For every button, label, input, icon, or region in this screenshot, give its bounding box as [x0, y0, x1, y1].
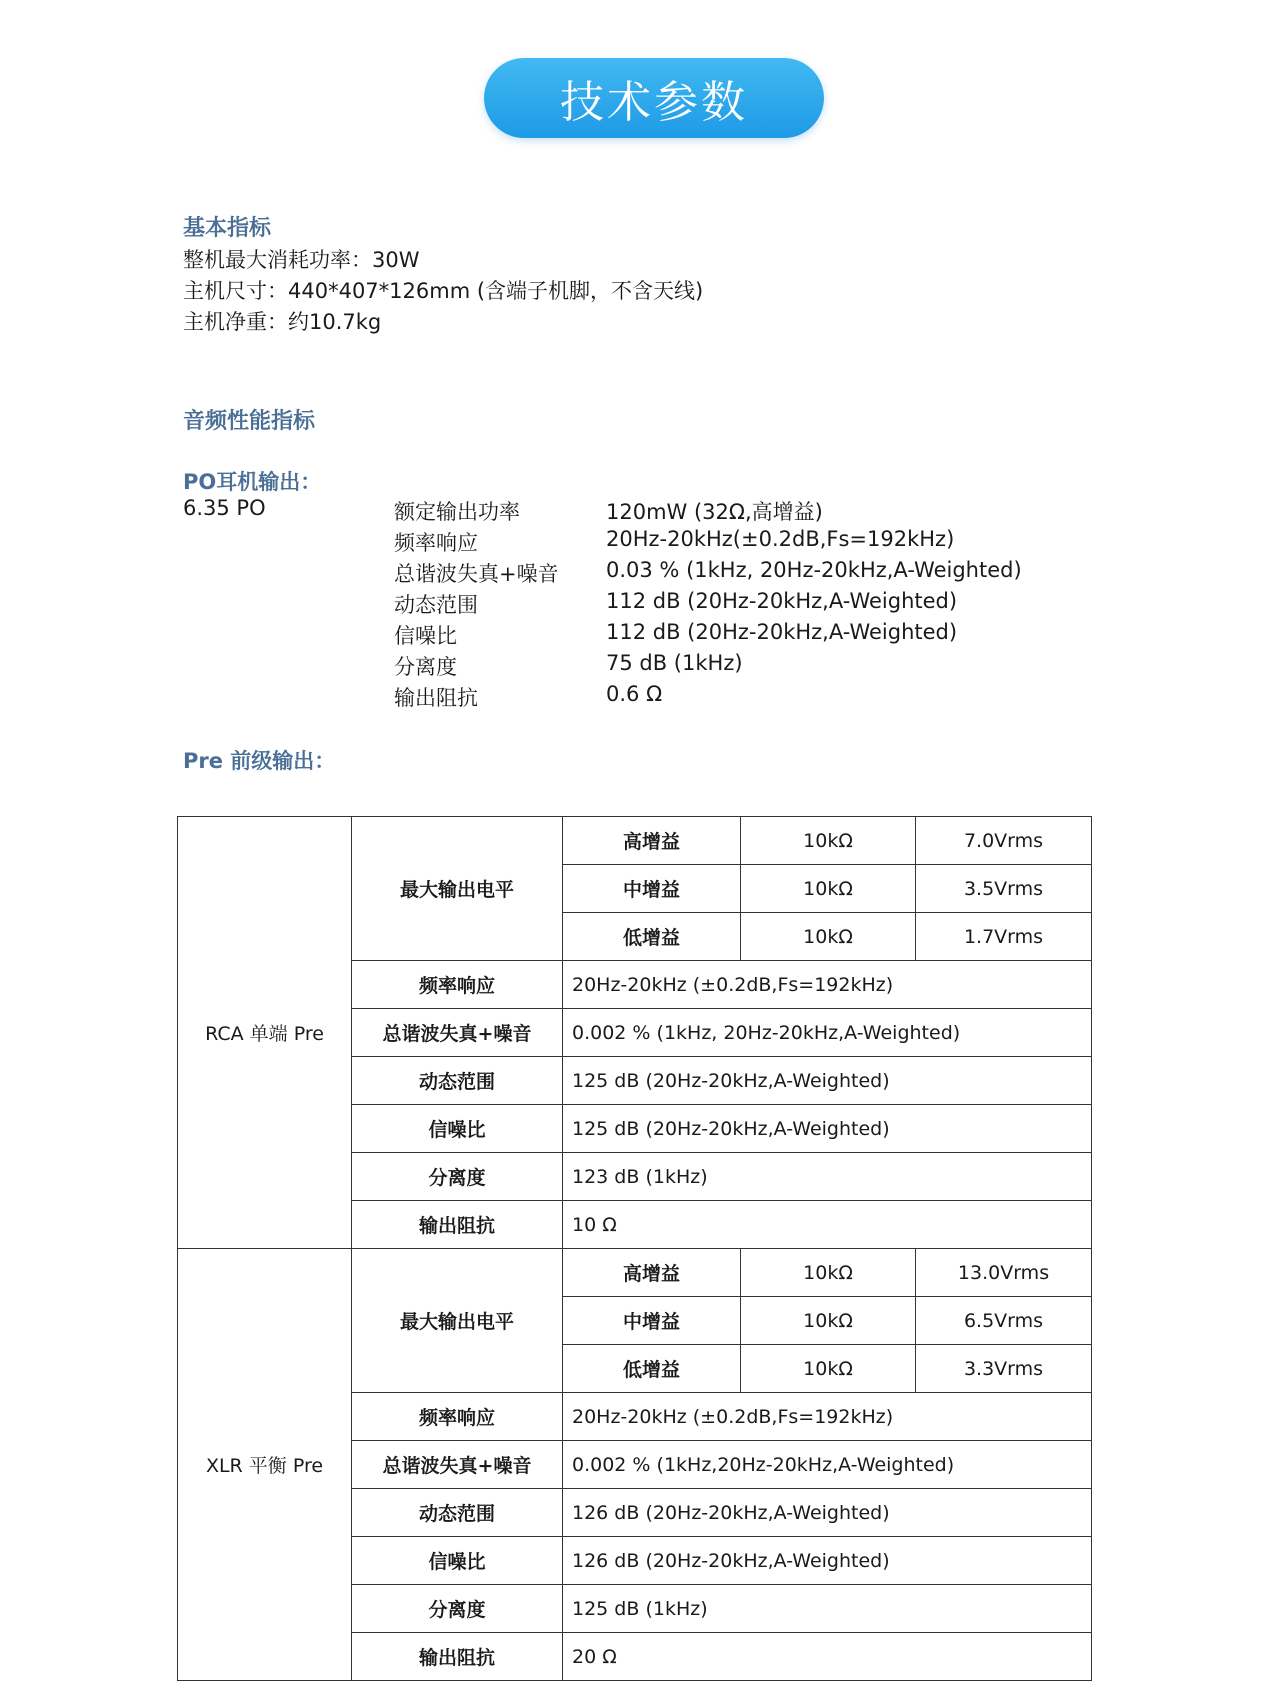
gain-label: 高增益 [563, 1249, 741, 1297]
level-value: 3.3Vrms [916, 1345, 1092, 1393]
spec-name: 输出阻抗 [352, 1633, 563, 1681]
load-value: 10kΩ [741, 865, 916, 913]
title-banner [484, 58, 824, 138]
level-value: 6.5Vrms [916, 1297, 1092, 1345]
level-value: 7.0Vrms [916, 817, 1092, 865]
spec-name: 频率响应 [352, 961, 563, 1009]
spec-value: 123 dB (1kHz) [563, 1153, 1092, 1201]
spec-name: 总谐波失真+噪音 [352, 1441, 563, 1489]
po-spec-value: 0.03 % (1kHz, 20Hz-20kHz,A-Weighted) [606, 558, 1022, 582]
basic-line-weight: 主机净重：约10.7kg [183, 310, 382, 334]
po-section-title: PO耳机输出： [183, 470, 322, 494]
gain-label: 低增益 [563, 913, 741, 961]
load-value: 10kΩ [741, 913, 916, 961]
spec-name: 动态范围 [352, 1057, 563, 1105]
spec-name: 信噪比 [352, 1105, 563, 1153]
spec-value: 10 Ω [563, 1201, 1092, 1249]
gain-label: 中增益 [563, 1297, 741, 1345]
spec-value: 0.002 % (1kHz,20Hz-20kHz,A-Weighted) [563, 1441, 1092, 1489]
spec-name: 分离度 [352, 1585, 563, 1633]
po-spec-name: 额定输出功率 [394, 500, 520, 524]
group-name-xlr: XLR 平衡 Pre [178, 1249, 352, 1681]
table-row [178, 1249, 1092, 1297]
po-spec-value: 20Hz-20kHz(±0.2dB,Fs=192kHz) [606, 527, 955, 551]
page-title: 技术参数 [560, 77, 748, 128]
spec-value: 125 dB (20Hz-20kHz,A-Weighted) [563, 1105, 1092, 1153]
basic-section-title: 基本指标 [183, 216, 272, 241]
load-value: 10kΩ [741, 1249, 916, 1297]
po-spec-name: 信噪比 [394, 624, 457, 648]
audio-section-title: 音频性能指标 [183, 409, 316, 434]
level-value: 3.5Vrms [916, 865, 1092, 913]
po-spec-value: 112 dB (20Hz-20kHz,A-Weighted) [606, 589, 958, 613]
spec-name: 输出阻抗 [352, 1201, 563, 1249]
level-label: 最大输出电平 [352, 1249, 563, 1393]
load-value: 10kΩ [741, 817, 916, 865]
group-name-rca: RCA 单端 Pre [178, 817, 352, 1249]
spec-value: 126 dB (20Hz-20kHz,A-Weighted) [563, 1537, 1092, 1585]
basic-line-dimensions: 主机尺寸：440*407*126mm (含端子机脚，不含天线) [183, 279, 704, 303]
level-value: 1.7Vrms [916, 913, 1092, 961]
po-spec-name: 频率响应 [394, 531, 478, 555]
gain-label: 中增益 [563, 865, 741, 913]
pre-spec-table [177, 816, 1092, 1681]
spec-value: 125 dB (1kHz) [563, 1585, 1092, 1633]
po-spec-name: 动态范围 [394, 593, 478, 617]
spec-value: 20 Ω [563, 1633, 1092, 1681]
spec-value: 20Hz-20kHz (±0.2dB,Fs=192kHz) [563, 961, 1092, 1009]
basic-line-power: 整机最大消耗功率：30W [183, 248, 420, 272]
load-value: 10kΩ [741, 1297, 916, 1345]
spec-name: 动态范围 [352, 1489, 563, 1537]
spec-value: 125 dB (20Hz-20kHz,A-Weighted) [563, 1057, 1092, 1105]
load-value: 10kΩ [741, 1345, 916, 1393]
gain-label: 高增益 [563, 817, 741, 865]
po-port-label: 6.35 PO [183, 496, 266, 520]
po-spec-name: 输出阻抗 [394, 686, 478, 710]
spec-name: 频率响应 [352, 1393, 563, 1441]
spec-name: 分离度 [352, 1153, 563, 1201]
gain-label: 低增益 [563, 1345, 741, 1393]
spec-name: 信噪比 [352, 1537, 563, 1585]
level-value: 13.0Vrms [916, 1249, 1092, 1297]
table-row [178, 817, 1092, 865]
po-spec-name: 分离度 [394, 655, 457, 679]
po-spec-value: 120mW (32Ω,高增益) [606, 500, 823, 524]
spec-value: 20Hz-20kHz (±0.2dB,Fs=192kHz) [563, 1393, 1092, 1441]
spec-name: 总谐波失真+噪音 [352, 1009, 563, 1057]
spec-value: 0.002 % (1kHz, 20Hz-20kHz,A-Weighted) [563, 1009, 1092, 1057]
pre-section-title: Pre 前级输出： [183, 749, 336, 773]
po-spec-name: 总谐波失真+噪音 [394, 562, 559, 586]
po-spec-value: 75 dB (1kHz) [606, 651, 743, 675]
po-spec-value: 0.6 Ω [606, 682, 663, 706]
level-label: 最大输出电平 [352, 817, 563, 961]
po-spec-value: 112 dB (20Hz-20kHz,A-Weighted) [606, 620, 958, 644]
spec-value: 126 dB (20Hz-20kHz,A-Weighted) [563, 1489, 1092, 1537]
